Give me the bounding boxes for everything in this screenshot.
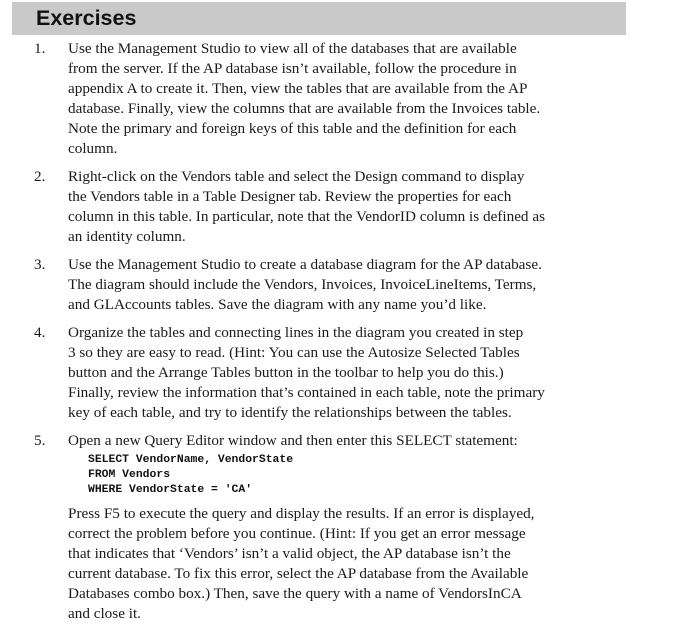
code-line: SELECT VendorName, VendorState <box>88 454 294 466</box>
text-line: Databases combo box.) Then, save the query with a name of VendorsInCA <box>68 585 522 602</box>
exercise-item-1 <box>0 39 613 159</box>
exercise-number: 2. <box>34 168 46 185</box>
exercise-number: 4. <box>34 324 46 341</box>
exercise-item-2 <box>0 167 613 247</box>
section-heading: Exercises <box>36 6 137 30</box>
text-line: from the server. If the AP database isn’t available, follow the procedure in <box>68 60 517 77</box>
text-line: Use the Management Studio to view all of the databases that are available <box>68 40 517 57</box>
text-line: 3 so they are easy to read. (Hint: You can use the Autosize Selected Tables <box>68 344 520 361</box>
text-line: and close it. <box>68 605 141 622</box>
text-line: an identity column. <box>68 228 186 245</box>
exercise-number: 1. <box>34 40 46 57</box>
text-line: The diagram should include the Vendors, Invoices, InvoiceLineItems, Terms, <box>68 276 537 293</box>
exercise-number: 3. <box>34 256 46 273</box>
text-line: key of each table, and try to identify the relationships between the tables. <box>68 404 512 421</box>
exercise-list <box>0 39 613 632</box>
code-line: WHERE VendorState = 'CA' <box>88 484 253 496</box>
text-line: and GLAccounts tables. Save the diagram with any name you’d like. <box>68 296 487 313</box>
text-line: the Vendors table in a Table Designer tab. Review the properties for each <box>68 188 512 205</box>
exercise-text <box>68 39 613 159</box>
text-line: correct the problem before you continue. (Hint: If you get an error message <box>68 525 526 542</box>
text-line: Right-click on the Vendors table and select the Design command to display <box>68 168 525 185</box>
text-line: column. <box>68 140 118 157</box>
text-line: column in this table. In particular, note that the VendorID column is defined as <box>68 208 545 225</box>
text-line: Use the Management Studio to create a database diagram for the AP database. <box>68 256 542 273</box>
exercise-text <box>68 255 613 315</box>
exercise-text <box>68 431 613 451</box>
sql-code-block <box>88 453 613 498</box>
text-line: Organize the tables and connecting lines in the diagram you created in step <box>68 324 524 341</box>
exercise-item-4 <box>0 323 613 423</box>
text-line: that indicates that ‘Vendors’ isn’t a valid object, the AP database isn’t the <box>68 545 511 562</box>
code-line: FROM Vendors <box>88 469 171 481</box>
exercise-text-continued <box>68 504 613 624</box>
exercise-item-3 <box>0 255 613 315</box>
text-line: Press F5 to execute the query and display the results. If an error is displayed, <box>68 505 535 522</box>
text-line: current database. To fix this error, select the AP database from the Available <box>68 565 529 582</box>
exercise-number: 5. <box>34 432 46 449</box>
exercise-item-5 <box>0 431 613 624</box>
text-line: Note the primary and foreign keys of this table and the definition for each <box>68 120 517 137</box>
text-line: button and the Arrange Tables button in the toolbar to help you do this.) <box>68 364 504 381</box>
text-line: Open a new Query Editor window and then enter this SELECT statement: <box>68 432 518 449</box>
exercise-text <box>68 167 613 247</box>
text-line: database. Finally, view the columns that are available from the Invoices table. <box>68 100 541 117</box>
text-line: appendix A to create it. Then, view the tables that are available from the AP <box>68 80 528 97</box>
text-line: Finally, review the information that’s contained in each table, note the primary <box>68 384 545 401</box>
exercise-text <box>68 323 613 423</box>
